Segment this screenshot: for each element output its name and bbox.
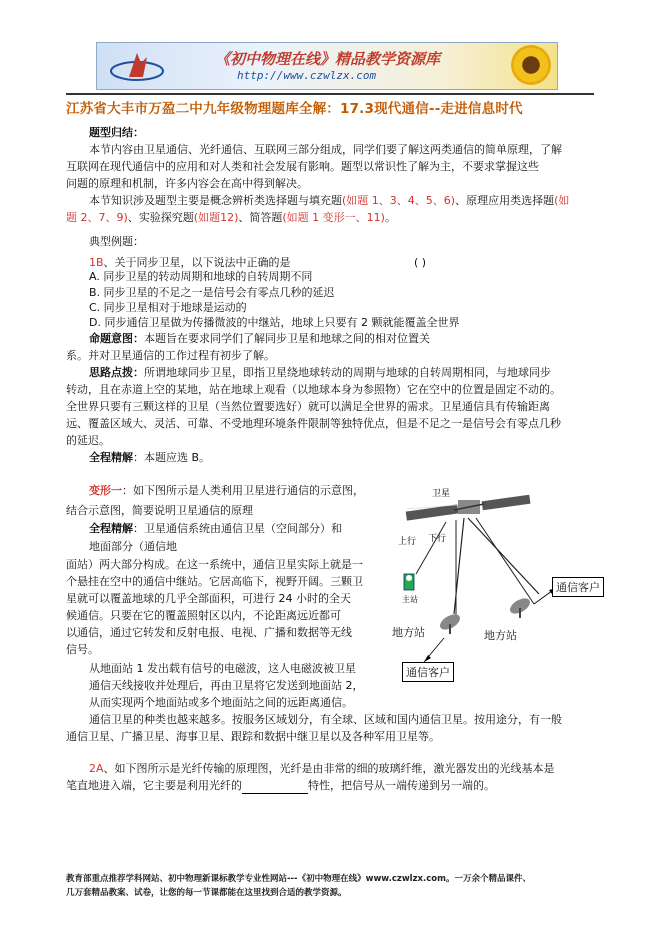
q2-text: 笔直地进入端，它主要是利用光纤的 <box>66 779 242 792</box>
variant-body3-line-2: 通信卫星、广播卫星、海事卫星、跟踪和数据中继卫星以及各种军用卫星等。 <box>66 730 440 743</box>
dish-left-icon <box>437 611 462 634</box>
knowledge-ref: (如题 1、3、4、5、6) <box>342 194 456 207</box>
dish-right-icon <box>507 595 532 618</box>
q1-text: 、关于同步卫星，以下说法中正确的是 <box>103 256 291 269</box>
q1-number: 1B <box>89 256 104 269</box>
downlink-label: 下行 <box>428 534 447 544</box>
intent-text: 本题旨在要求同学们了解同步卫星和地球之间的相对位置关 <box>144 332 430 345</box>
q1-thinking-line-5: 的延迟。 <box>66 434 110 447</box>
intent-label: 命题意图： <box>89 332 144 345</box>
q1-thinking-line-4: 远、覆盖区域大、灵活、可靠、不受地理环境条件限制等独特优点，但是不足之一是信号会有零点几秒 <box>66 417 561 430</box>
banner-title: 《初中物理在线》精品教学资源库 <box>215 50 441 68</box>
knowledge-ref: 题 2、7、9) <box>66 211 128 224</box>
header-divider <box>66 93 594 95</box>
q1-option-b: B. 同步卫星的不足之一是信号会有零点几秒的延迟 <box>89 286 335 299</box>
answer-label: 全程精解 <box>89 451 133 464</box>
variant-body2-line-3: 从而实现两个地面站或多个地面站之间的远距离通信。 <box>89 696 353 709</box>
thinking-label: 思路点拨： <box>89 366 144 379</box>
q1-answer-paren: ( ) <box>414 256 427 269</box>
sunflower-icon <box>511 45 551 85</box>
satellite-label: 卫星 <box>432 489 451 499</box>
knowledge-text: 。 <box>384 211 396 224</box>
summary-line-2: 互联网在现代通信中的应用和对人类和社会发展有影响。题型以常识性了解为主，不要求掌握这些 <box>66 160 539 173</box>
summary-heading: 题型归结： <box>89 126 144 139</box>
q2-text: 、如下图所示是光纤传输的原理图，光纤是由非常的细的玻璃纤维，激光器发出的光线基本是 <box>103 762 555 775</box>
main-station-label: 主站 <box>402 595 418 604</box>
knowledge-text: 、原理应用类选择题 <box>455 194 555 207</box>
station-right-label: 地方站 <box>484 629 517 642</box>
q2-line-1 <box>89 760 555 777</box>
variant-body-line-3: 星就可以覆盖地球的几乎全部面积，可进行 24 小时的全天 <box>66 592 351 605</box>
satellite-icon <box>406 495 531 521</box>
q1-option-d: D. 同步通信卫星做为传播微波的中继站，地球上只要有 2 颗就能覆盖全世界 <box>89 316 460 329</box>
q1-option-c: C. 同步卫星相对于地球是运动的 <box>89 301 247 314</box>
summary-line-3: 问题的原理和机制，许多内容会在高中得到解决。 <box>66 177 308 190</box>
variant-body-line-4: 候通信。只要在它的覆盖照射区以内，不论距离远近都可 <box>66 609 341 622</box>
variant-question <box>89 482 364 499</box>
knowledge-ref: (如题 1 变形一、11) <box>282 211 385 224</box>
variant-body-line-6: 信号。 <box>66 643 99 656</box>
variant-text: ：如下图所示是人类利用卫星进行通信的示意图， <box>122 484 364 497</box>
q1-thinking-line-2: 转动，且在赤道上空的某地，站在地球上观看（以地球本身为参照物）它在空中的位置是固定不动的。 <box>66 383 561 396</box>
q1-intent <box>89 330 430 347</box>
variant-body3-line-1: 通信卫星的种类也越来越多。按服务区域划分，有全球、区域和国内通信卫星。按用途分，有一般 <box>89 713 562 726</box>
q2-line-2 <box>66 777 495 794</box>
variant-label: 变形一 <box>89 484 122 497</box>
q2-number: 2A <box>89 762 104 775</box>
variant-solution-line-2: 地面部分（通信地 <box>89 540 177 553</box>
variant-solution <box>89 520 342 537</box>
station-left-label: 地方站 <box>392 626 425 639</box>
ground-station-icon <box>404 574 414 590</box>
client-right-box: 通信客户 <box>552 577 604 597</box>
examples-heading: 典型例题： <box>89 235 144 248</box>
knowledge-ref: (如 <box>554 194 570 207</box>
footer-line-1: 教育部重点推荐学科网站、初中物理新课标教学专业性网站---《初中物理在线》www.czwlzx.com。一万余个精品课件、 <box>66 874 531 884</box>
variant-body-line-5: 以通信，通过它转发和反射电报、电视、广播和数据等无线 <box>66 626 352 639</box>
q1-option-a: A. 同步卫星的转动周期和地球的自转周期不同 <box>89 270 313 283</box>
satellite-diagram <box>384 484 646 684</box>
q2-blank[interactable] <box>242 782 308 794</box>
knowledge-line-1 <box>89 192 569 209</box>
summary-line-1: 本节内容由卫星通信、光纤通信、互联网三部分组成，同学们要了解这两类通信的简单原理，了解 <box>89 143 562 156</box>
knowledge-text: 、实验探究题 <box>127 211 194 224</box>
variant-body2-line-2: 通信天线接收并处理后，再由卫星将它发送到地面站 2， <box>89 679 364 692</box>
variant-body2-line-1: 从地面站 1 发出载有信号的电磁波，这人电磁波被卫星 <box>89 662 356 675</box>
variant-body-line-2: 个悬挂在空中的通信中继站。它居高临下，视野开阔。三颗卫 <box>66 575 363 588</box>
thinking-text: 所谓地球同步卫星，即指卫星绕地球转动的周期与地球的自转周期相同，与地球同步 <box>144 366 551 379</box>
variant-question-line-2: 结合示意图，简要说明卫星通信的原理 <box>66 504 253 517</box>
q1-thinking-line-3: 全世界只要有三颗这样的卫星（当然位置要选好）就可以满足全世界的需求。卫星通信具有传输距离 <box>66 400 550 413</box>
knowledge-line-2 <box>66 209 396 226</box>
q1-answer <box>89 449 210 466</box>
header-banner <box>96 42 558 90</box>
variant-body-line-1: 面站）两大部分构成。在这一系统中，通信卫星实际上就是一 <box>66 558 363 571</box>
answer-text: ：本题应选 B。 <box>133 451 211 464</box>
solution-label: 全程精解 <box>89 522 133 535</box>
logo-icon <box>107 47 167 85</box>
q1-thinking <box>89 364 551 381</box>
solution-text: ：卫星通信系统由通信卫星（空间部分）和 <box>133 522 342 535</box>
client-left-box: 通信客户 <box>402 662 454 682</box>
page-title: 江苏省大丰市万盈二中九年级物理题库全解：17.3现代通信--走进信息时代 <box>66 101 523 117</box>
q1-intent-line-2: 系。并对卫星通信的工作过程有初步了解。 <box>66 349 275 362</box>
knowledge-text: 本节知识涉及题型主要是概念辨析类选择题与填充题 <box>89 194 342 207</box>
knowledge-text: 、简答题 <box>238 211 283 224</box>
q2-text: 特性，把信号从一端传递到另一端的。 <box>308 779 495 792</box>
knowledge-ref: (如题12) <box>193 211 239 224</box>
uplink-label: 上行 <box>398 537 417 547</box>
footer-line-2: 几万套精品教案、试卷，让您的每一节课都能在这里找到合适的教学资源。 <box>66 888 347 898</box>
satellite-diagram-svg <box>384 484 646 684</box>
banner-url[interactable]: http://www.czwlzx.com <box>237 69 377 82</box>
